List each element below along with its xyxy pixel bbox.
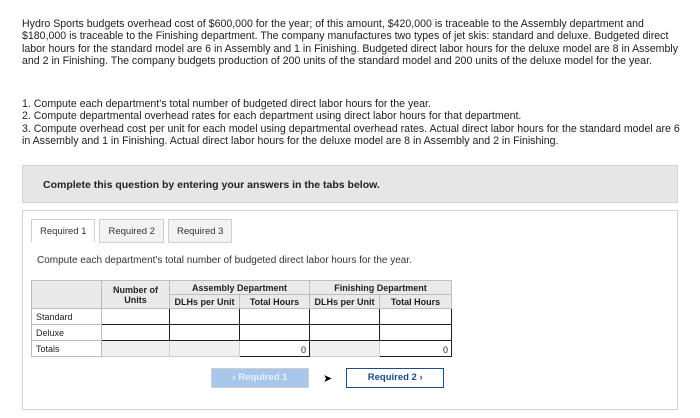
mouse-cursor-icon: ➤ <box>323 372 333 385</box>
col-number-of-units: Number of Units <box>102 281 170 309</box>
row-label-totals: Totals <box>32 341 102 357</box>
row-label-standard: Standard <box>32 309 102 325</box>
requirement-1: 1. Compute each department's total number of budgeted direct labor hours for the year. <box>22 98 431 110</box>
deluxe-assembly-total-input[interactable] <box>240 325 310 341</box>
deluxe-assembly-dlhs-input[interactable] <box>170 325 240 341</box>
tab-required-2[interactable]: Required 2 <box>99 219 163 243</box>
standard-units-input[interactable] <box>102 309 170 325</box>
totals-units-cell <box>102 341 170 357</box>
col-finishing-total-hours: Total Hours <box>380 295 452 309</box>
col-assembly-total-hours: Total Hours <box>240 295 310 309</box>
tab-navigation <box>211 368 444 388</box>
next-required-button[interactable] <box>346 368 444 388</box>
totals-assembly-value: 0 <box>300 345 306 355</box>
totals-finishing-dlhs-cell <box>310 341 380 357</box>
col-assembly-dlhs-per-unit: DLHs per Unit <box>170 295 240 309</box>
labor-hours-table <box>31 280 452 357</box>
prev-required-button[interactable] <box>211 368 309 388</box>
totals-assembly-hours-cell <box>240 341 310 357</box>
chevron-left-icon: ‹ <box>232 372 236 383</box>
group-finishing-department: Finishing Department <box>310 281 452 295</box>
deluxe-finishing-total-input[interactable] <box>380 325 452 341</box>
row-label-deluxe: Deluxe <box>32 325 102 341</box>
problem-text: Hydro Sports budgets overhead cost of $600,000 for the year; of this amount, $420,000 is traceable to the Assembly department and $180,000 is traceable to the Finishing department. The company manufactures two types of jet skis: standard and deluxe. Budgeted direct labor hours for the standard model are 6 in Assembly and 1 in Finishing. Budgeted direct labor hours for the deluxe model are 8 in Assembly and 2 in Finishing. The company budgets production of 200 units of the standard model and 200 units of the deluxe model for the year. <box>22 18 679 68</box>
tab-instruction: Compute each department's total number of budgeted direct labor hours for the year. <box>37 255 412 266</box>
table-corner <box>32 281 102 309</box>
col-finishing-dlhs-per-unit: DLHs per Unit <box>310 295 380 309</box>
chevron-right-icon: › <box>419 372 423 383</box>
tab-required-3[interactable]: Required 3 <box>168 219 232 243</box>
deluxe-units-input[interactable] <box>102 325 170 341</box>
standard-finishing-dlhs-input[interactable] <box>310 309 380 325</box>
answer-panel <box>22 210 678 410</box>
group-assembly-department: Assembly Department <box>170 281 310 295</box>
standard-assembly-dlhs-input[interactable] <box>170 309 240 325</box>
totals-finishing-hours-cell <box>380 341 452 357</box>
requirements-list <box>22 98 690 148</box>
instruction-banner <box>22 165 678 203</box>
requirement-3: 3. Compute overhead cost per unit for each model using departmental overhead rates. Actual direct labor hours for the standard model are 6 in Assembly and 1 in Finishing. Actual direct labor hours for the deluxe model are 8 in Assembly and 2 in Finishing. <box>22 122 680 148</box>
standard-finishing-total-input[interactable] <box>380 309 452 325</box>
tab-required-1[interactable]: Required 1 <box>31 219 95 243</box>
problem-statement <box>22 18 686 68</box>
standard-assembly-total-input[interactable] <box>240 309 310 325</box>
prev-button-label: Required 1 <box>238 372 288 383</box>
deluxe-finishing-dlhs-input[interactable] <box>310 325 380 341</box>
next-button-label: Required 2 <box>367 372 417 383</box>
totals-finishing-value: 0 <box>442 345 448 355</box>
tab-bar <box>31 219 236 243</box>
totals-assembly-dlhs-cell <box>170 341 240 357</box>
banner-text: Complete this question by entering your answers in the tabs below. <box>43 179 380 191</box>
requirement-2: 2. Compute departmental overhead rates for each department using direct labor hours for that department. <box>22 110 522 123</box>
